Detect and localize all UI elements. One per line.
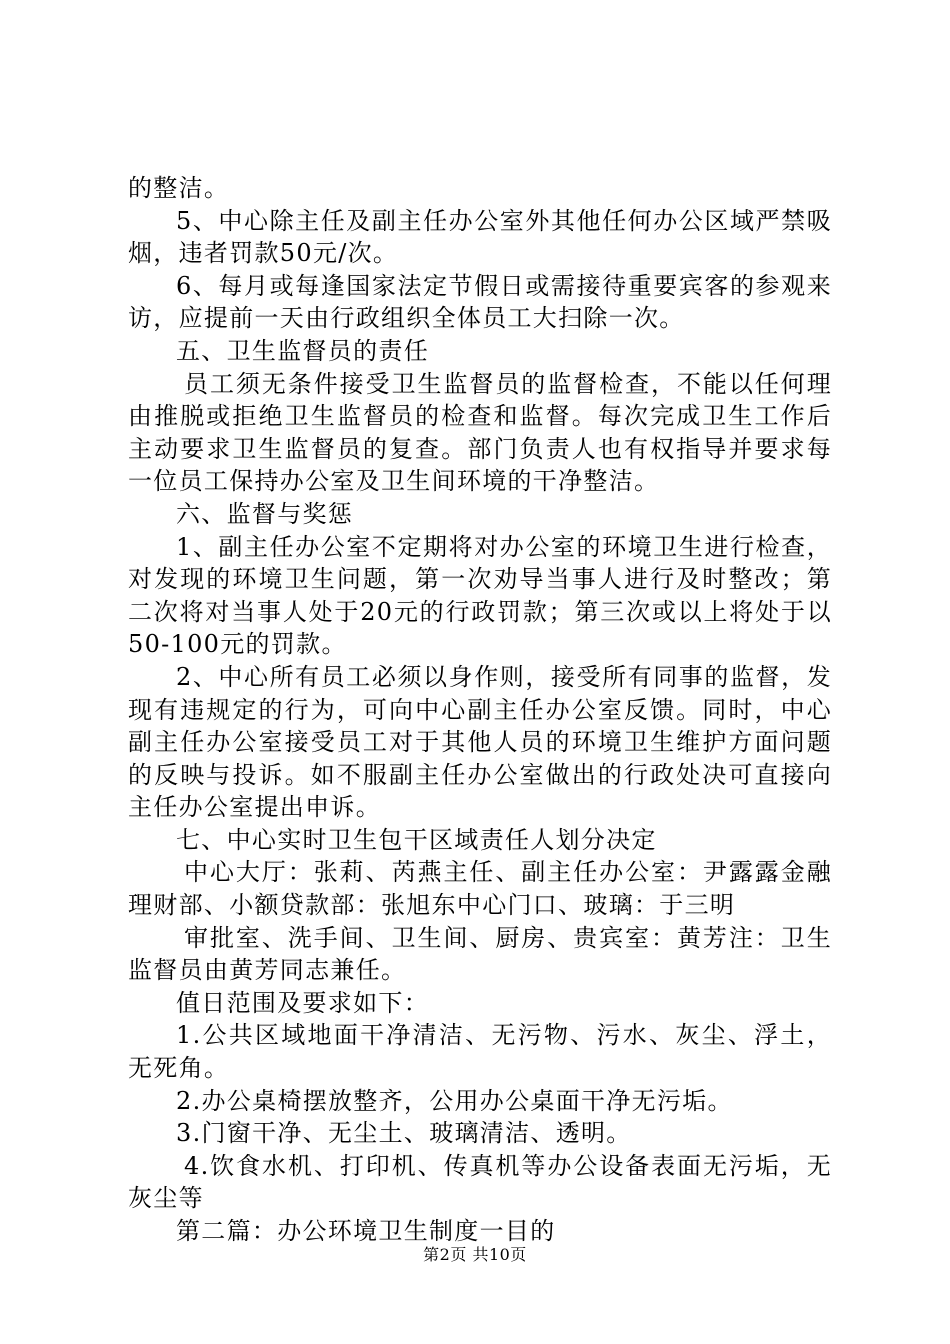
section-heading-7: 七、中心实时卫生包干区域责任人划分决定 — [176, 825, 657, 854]
duty-item-4: 4.饮食水机、打印机、传真机等办公设备表面无污垢，无灰尘等 — [128, 1151, 832, 1213]
paragraph-item-6: 6、每月或每逢国家法定节假日或需接待重要宾客的参观来访，应提前一天由行政组织全体员工大扫除一次。 — [128, 271, 832, 333]
paragraph-penalty-2: 2、中心所有员工必须以身作则，接受所有同事的监督，发现有违规定的行为，可向中心副主任办公室反馈。同时，中心副主任办公室接受员工对于其他人员的环境卫生维护方面问题的反映与投诉。如不服副主任办公室做出的行政处决可直接向主任办公室提出申诉。 — [128, 662, 832, 822]
section-heading-6: 六、监督与奖惩 — [176, 499, 354, 528]
page-number-footer: 第2页 共10页 — [423, 1245, 527, 1264]
paragraph-continuation: 的整洁。 — [128, 174, 230, 202]
paragraph-area-assignment-1: 中心大厅：张莉、芮燕主任、副主任办公室：尹露露金融理财部、小额贷款部：张旭东中心门口、玻璃：于三明 — [128, 858, 832, 920]
duty-scope-heading: 值日范围及要求如下： — [176, 988, 429, 1017]
duty-item-2: 2.办公桌椅摆放整齐，公用办公桌面干净无污垢。 — [176, 1086, 733, 1115]
duty-item-1: 1.公共区域地面干净清洁、无污物、污水、灰尘、浮土，无死角。 — [128, 1021, 832, 1083]
next-chapter-heading: 第二篇：办公环境卫生制度一目的 — [176, 1217, 556, 1245]
document-body — [128, 172, 832, 1248]
duty-item-3: 3.门窗干净、无尘土、玻璃清洁、透明。 — [176, 1119, 632, 1148]
paragraph-area-assignment-2: 审批室、洗手间、卫生间、厨房、贵宾室：黄芳注：卫生监督员由黄芳同志兼任。 — [128, 923, 832, 985]
paragraph-penalty-1: 1、副主任办公室不定期将对办公室的环境卫生进行检查，对发现的环境卫生问题，第一次劝导当事人进行及时整改；第二次将对当事人处于20元的行政罚款；第三次或以上将处于以50-100元的罚款。 — [128, 532, 832, 659]
section-heading-5: 五、卫生监督员的责任 — [176, 336, 429, 365]
paragraph-item-5: 5、中心除主任及副主任办公室外其他任何办公区域严禁吸烟，违者罚款50元/次。 — [128, 206, 832, 268]
paragraph-supervisor-duty: 员工须无条件接受卫生监督员的监督检查，不能以任何理由推脱或拒绝卫生监督员的检查和监督。每次完成卫生工作后主动要求卫生监督员的复查。部门负责人也有权指导并要求每一位员工保持办公室及卫生间环境的干净整洁。 — [128, 369, 832, 496]
